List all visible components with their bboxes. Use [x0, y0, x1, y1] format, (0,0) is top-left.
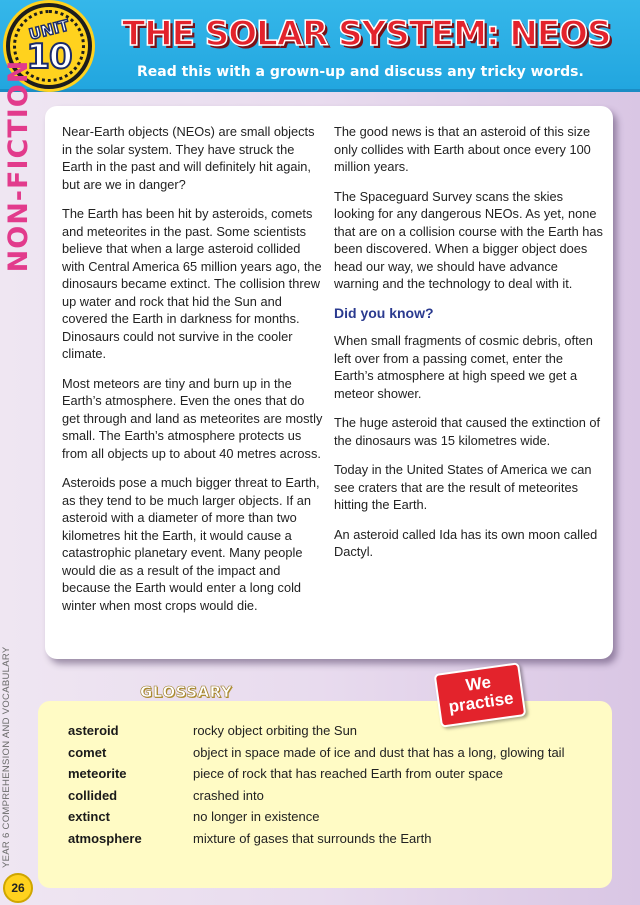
glossary-entry: [68, 828, 598, 850]
glossary-term: atmosphere: [68, 830, 142, 846]
glossary-entry: [68, 806, 598, 828]
paragraph: The good news is that an asteroid of this size only collides with Earth about once every 100 million years.: [334, 124, 591, 174]
glossary-term: asteroid: [68, 723, 119, 739]
glossary-entry: [68, 742, 598, 764]
fact-paragraph: When small fragments of cosmic debris, often left over from a passing comet, enter the Earth’s atmosphere at high speed we get a meteor shower.: [334, 333, 593, 401]
page-number: 26: [3, 873, 33, 903]
paragraph: The Earth has been hit by asteroids, comets and meteorites in the past. Some scientists believe that when a large asteroid collided with Central America 65 million years ago, the dinosaurs became extinct. The collision threw up water and rock that hid the Sun and covered the Earth in darkness for months. Dinosaurs could not survive in the cooler climate.: [62, 206, 322, 361]
glossary-entry: [68, 763, 598, 785]
sticker-line-1: We: [464, 672, 493, 695]
glossary-definition: rocky object orbiting the Sun: [193, 723, 358, 739]
genre-label: NON-FICTION: [3, 59, 34, 273]
article-left-column: [62, 123, 324, 626]
paragraph: Most meteors are tiny and burn up in the Earth’s atmosphere. Even the ones that do get through and land as meteorites are mostly small. The Earth’s atmosphere protects us from all objects up to about 40 metres across.: [62, 375, 323, 461]
did-you-know-heading: Did you know?: [334, 304, 434, 321]
glossary-entry: [68, 785, 598, 807]
glossary-term: comet: [68, 744, 107, 760]
fact-paragraph: Today in the United States of America we can see craters that are the result of meteorites hitting the Earth.: [334, 462, 592, 512]
sticker-line-2: practise: [447, 688, 515, 717]
fact-paragraph: An asteroid called Ida has its own moon called Dactyl.: [334, 526, 598, 559]
glossary-definition: no longer in existence: [193, 809, 320, 825]
fact-paragraph: The huge asteroid that caused the extinction of the dinosaurs was 15 kilometres wide.: [334, 415, 601, 448]
glossary-list: [68, 720, 598, 849]
paragraph: The Spaceguard Survey scans the skies looking for any dangerous NEOs. As yet, none that are on a collision course with the Earth has been discovered. When a bigger object does head our way, we should have advance warning and the technology to deal with it.: [334, 188, 603, 291]
glossary-definition: crashed into: [193, 787, 264, 803]
paragraph: Near-Earth objects (NEOs) are small objects in the solar system. They have struck the Earth in the past and will definitely hit again, but are we in danger?: [62, 124, 315, 192]
glossary-entry: [68, 720, 598, 742]
page-header: [0, 0, 640, 92]
paragraph: Asteroids pose a much bigger threat to Earth, as they tend to be much larger objects. If an asteroid with a diameter of more than two kilometres hit the Earth, it would cause a catastrophic planetary event. Many people would die as a result of the impact and because the Earth would enter a long cold winter when most crops would die.: [62, 475, 320, 613]
glossary-term: collided: [68, 787, 118, 803]
page-subtitle: Read this with a grown-up and discuss any tricky words.: [137, 64, 584, 80]
unit-number: 10: [26, 37, 72, 77]
series-label: YEAR 6 COMPREHENSION AND VOCABULARY: [1, 646, 12, 868]
glossary-term: extinct: [68, 809, 110, 825]
unit-label: UNIT: [27, 16, 71, 44]
glossary-definition: mixture of gases that surrounds the Earth: [193, 830, 432, 846]
glossary-definition: piece of rock that has reached Earth from outer space: [193, 766, 504, 782]
article-right-column: [334, 123, 604, 573]
page-title: THE SOLAR SYSTEM: NEOS: [122, 14, 611, 54]
glossary-term: meteorite: [68, 766, 127, 782]
glossary-definition: object in space made of ice and dust that has a long, glowing tail: [193, 744, 565, 760]
glossary-title: GLOSSARY: [140, 683, 233, 701]
